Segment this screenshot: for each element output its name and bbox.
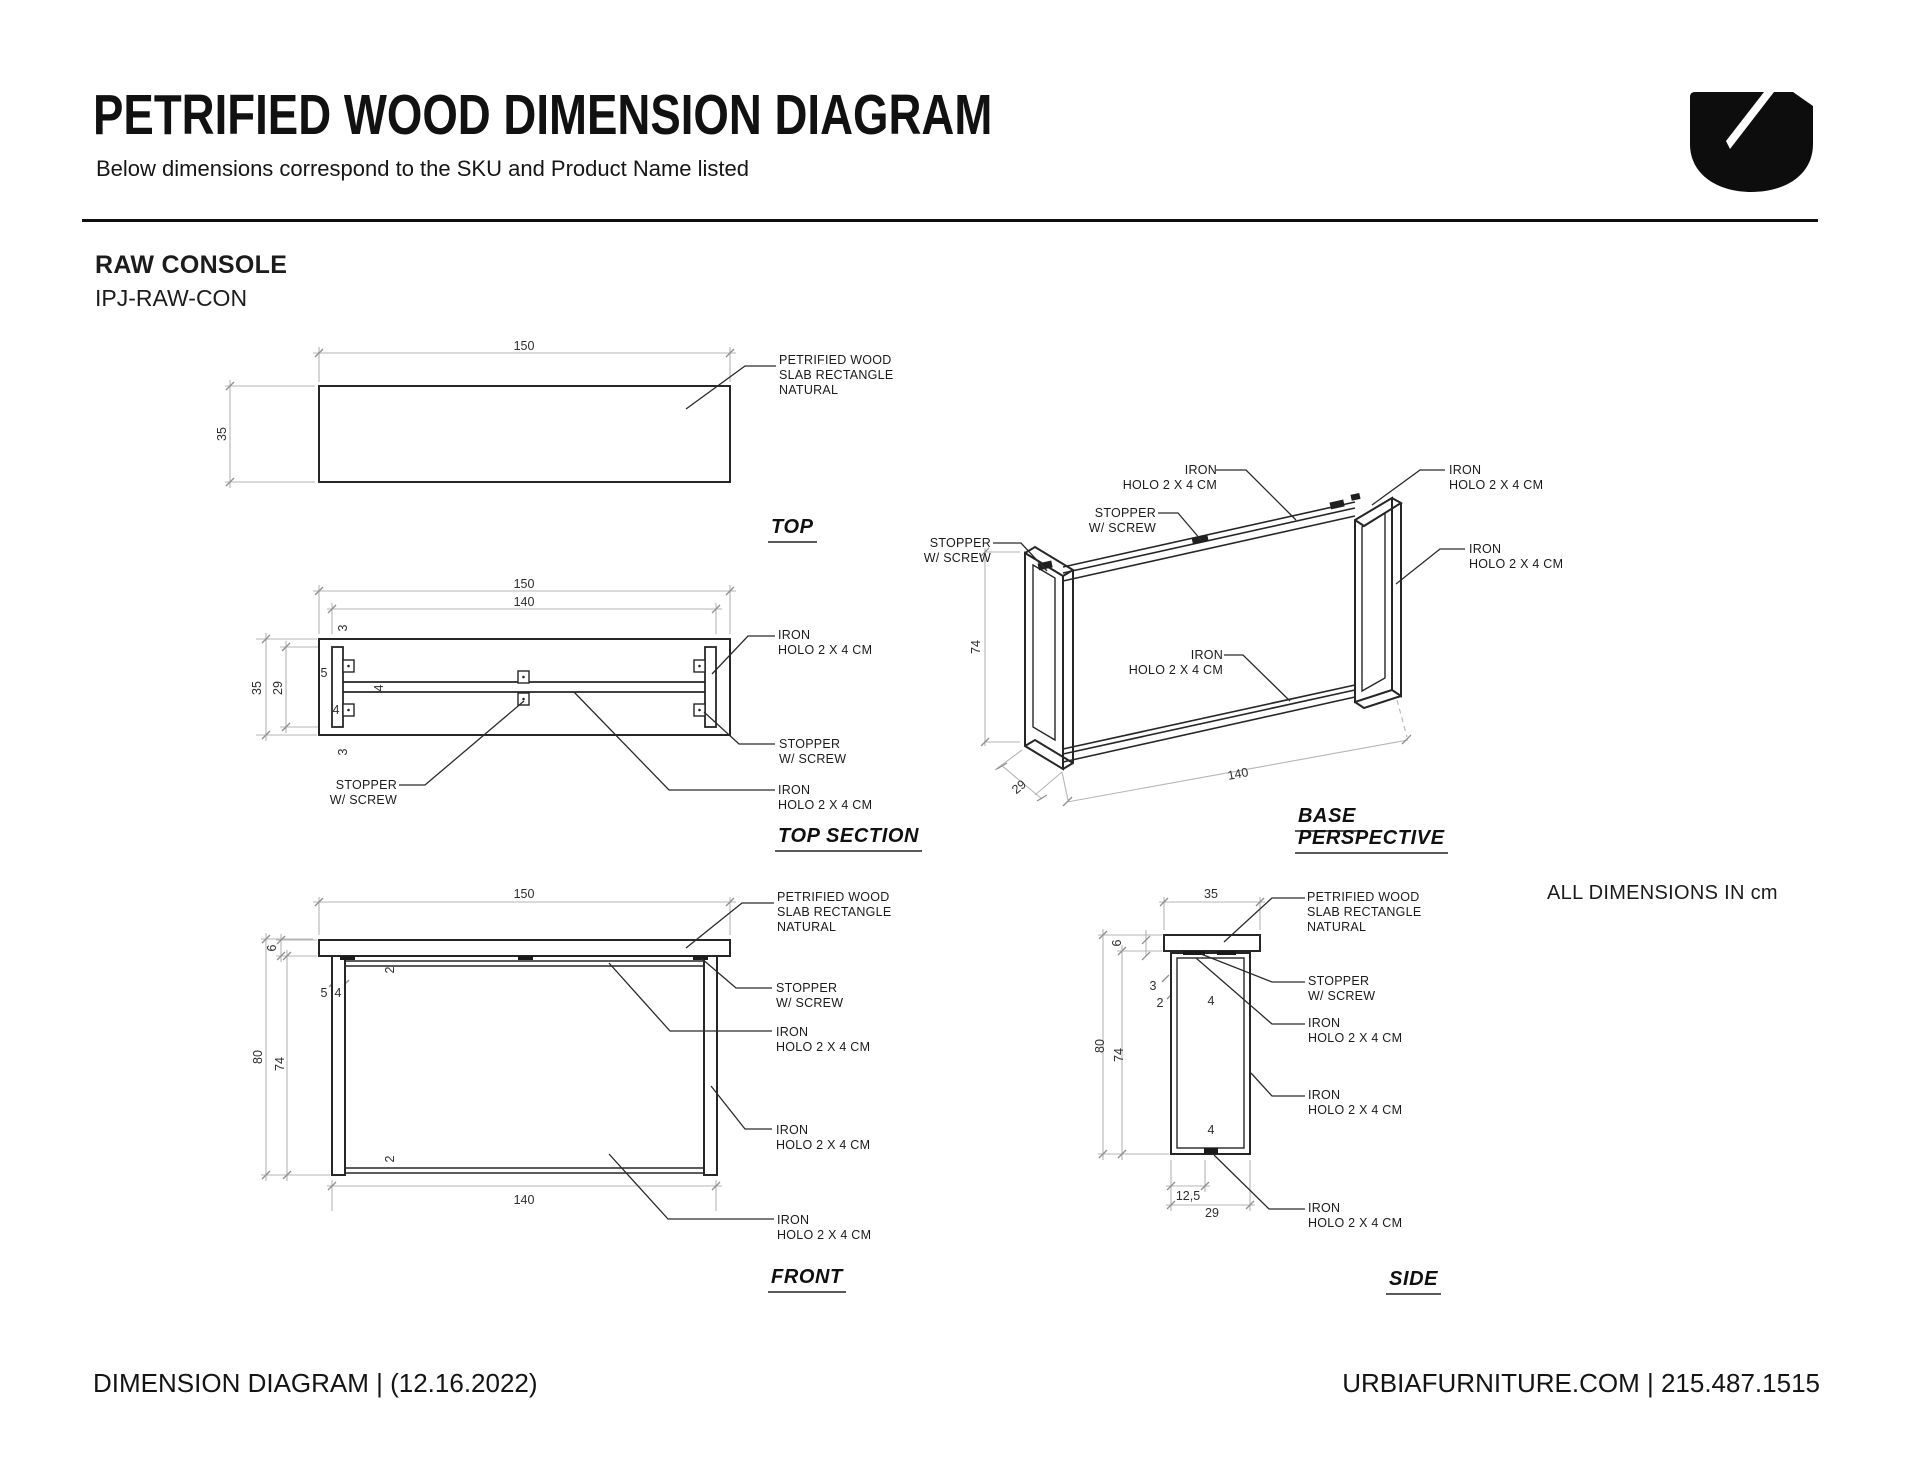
dim-ts-leg: 5 (320, 666, 328, 680)
label-iron: IRON (1308, 1016, 1341, 1030)
label-slab-line2: SLAB RECTANGLE (1307, 905, 1422, 919)
label-screw: W/ SCREW (1088, 521, 1156, 535)
dim-side-slab: 6 (1110, 939, 1124, 947)
label-screw: W/ SCREW (329, 793, 397, 807)
label-stopper: STOPPER (779, 737, 841, 751)
product-name: RAW CONSOLE (95, 251, 288, 279)
dim-front-rail-bottom: 2 (383, 1155, 397, 1163)
view-title-front: FRONT (768, 1266, 846, 1293)
front-view-lines (261, 897, 774, 1219)
label-slab-line1: PETRIFIED WOOD (777, 890, 890, 904)
label-slab-line1: PETRIFIED WOOD (1307, 890, 1420, 904)
label-holo: HOLO 2 X 4 CM (778, 798, 873, 812)
view-title-base-1: BASE (1295, 805, 1359, 832)
label-stopper: STOPPER (1308, 974, 1370, 988)
label-iron: IRON (1449, 463, 1482, 477)
side-view-lines (1098, 897, 1305, 1211)
label-holo: HOLO 2 X 4 CM (1308, 1216, 1403, 1230)
dim-ts-stopper: 4 (332, 703, 340, 717)
dim-side-half: 12,5 (1175, 1189, 1201, 1203)
dim-front-inner: 140 (513, 1193, 535, 1207)
label-holo: HOLO 2 X 4 CM (1308, 1103, 1403, 1117)
dim-side-gap2: 2 (1156, 996, 1164, 1010)
label-holo: HOLO 2 X 4 CM (776, 1040, 871, 1054)
dim-ts-edge-top: 3 (336, 624, 350, 632)
dim-base-width: 140 (1226, 765, 1250, 783)
dim-ts-width: 150 (513, 577, 535, 591)
label-holo: HOLO 2 X 4 CM (1449, 478, 1544, 492)
label-iron: IRON (1308, 1088, 1341, 1102)
dim-front-height: 80 (251, 1050, 265, 1064)
view-title-top: TOP (768, 516, 817, 543)
dim-side-tube-bottom: 4 (1207, 1123, 1215, 1137)
label-screw: W/ SCREW (779, 752, 847, 766)
dim-top-width: 150 (513, 339, 535, 353)
dim-ts-inner: 140 (513, 595, 535, 609)
dim-side-width: 35 (1204, 887, 1218, 901)
dim-side-height: 80 (1093, 1039, 1107, 1053)
footer-right: URBIAFURNITURE.COM | 215.487.1515 (1342, 1368, 1820, 1398)
label-iron: IRON (776, 1123, 809, 1137)
footer-left: DIMENSION DIAGRAM | (12.16.2022) (93, 1368, 538, 1398)
dim-ts-depth: 35 (250, 681, 264, 695)
dim-front-rail-top: 2 (383, 966, 397, 974)
label-slab-line3: NATURAL (1307, 920, 1367, 934)
top-view-lines (225, 347, 776, 488)
label-iron: IRON (1190, 648, 1223, 662)
dim-base-depth: 29 (1009, 777, 1029, 797)
label-slab-line1: PETRIFIED WOOD (779, 353, 892, 367)
label-stopper: STOPPER (335, 778, 397, 792)
dim-ts-edge-bottom: 3 (336, 748, 350, 756)
label-screw: W/ SCREW (1308, 989, 1376, 1003)
dim-front-leg-height: 74 (273, 1057, 287, 1071)
label-screw: W/ SCREW (776, 996, 844, 1010)
label-holo: HOLO 2 X 4 CM (1128, 663, 1223, 677)
top-section-lines (256, 585, 775, 790)
label-iron: IRON (1469, 542, 1502, 556)
dim-front-leg5: 5 (320, 986, 328, 1000)
label-holo: HOLO 2 X 4 CM (777, 1228, 872, 1242)
label-holo: HOLO 2 X 4 CM (1469, 557, 1564, 571)
label-slab-line2: SLAB RECTANGLE (777, 905, 892, 919)
view-title-base-2: PERSPECTIVE (1295, 827, 1448, 854)
label-holo: HOLO 2 X 4 CM (1308, 1031, 1403, 1045)
page-title: PETRIFIED WOOD DIMENSION DIAGRAM (93, 83, 993, 147)
label-iron: IRON (1308, 1201, 1341, 1215)
label-holo: HOLO 2 X 4 CM (1122, 478, 1217, 492)
label-holo: HOLO 2 X 4 CM (778, 643, 873, 657)
dim-side-depth: 29 (1205, 1206, 1219, 1220)
dim-front-slab: 6 (265, 944, 279, 952)
label-slab-line2: SLAB RECTANGLE (779, 368, 894, 382)
dim-ts-inner-depth: 29 (271, 681, 285, 695)
label-holo: HOLO 2 X 4 CM (776, 1138, 871, 1152)
label-iron: IRON (778, 783, 811, 797)
label-iron: IRON (778, 628, 811, 642)
label-stopper: STOPPER (1094, 506, 1156, 520)
dim-front-width: 150 (513, 887, 535, 901)
dim-side-tube-top: 4 (1207, 994, 1215, 1008)
dim-top-depth: 35 (215, 427, 229, 441)
dimensions-note: ALL DIMENSIONS IN cm (1547, 882, 1778, 904)
label-slab-line3: NATURAL (777, 920, 837, 934)
label-iron: IRON (776, 1025, 809, 1039)
label-slab-line3: NATURAL (779, 383, 839, 397)
label-stopper: STOPPER (776, 981, 838, 995)
view-title-side: SIDE (1386, 1268, 1441, 1295)
dim-side-gap3: 3 (1149, 979, 1157, 993)
label-iron: IRON (1184, 463, 1217, 477)
dim-base-height: 74 (969, 640, 983, 654)
dim-side-leg-height: 74 (1112, 1048, 1126, 1062)
label-stopper: STOPPER (929, 536, 991, 550)
dim-front-leg4: 4 (334, 986, 342, 1000)
label-screw: W/ SCREW (923, 551, 991, 565)
label-iron: IRON (777, 1213, 810, 1227)
page-subtitle: Below dimensions correspond to the SKU and Product Name listed (96, 156, 750, 181)
dim-ts-rail: 4 (372, 684, 386, 692)
product-sku: IPJ-RAW-CON (95, 285, 248, 311)
view-title-top-section: TOP SECTION (775, 825, 922, 852)
base-perspective-lines (981, 470, 1465, 806)
